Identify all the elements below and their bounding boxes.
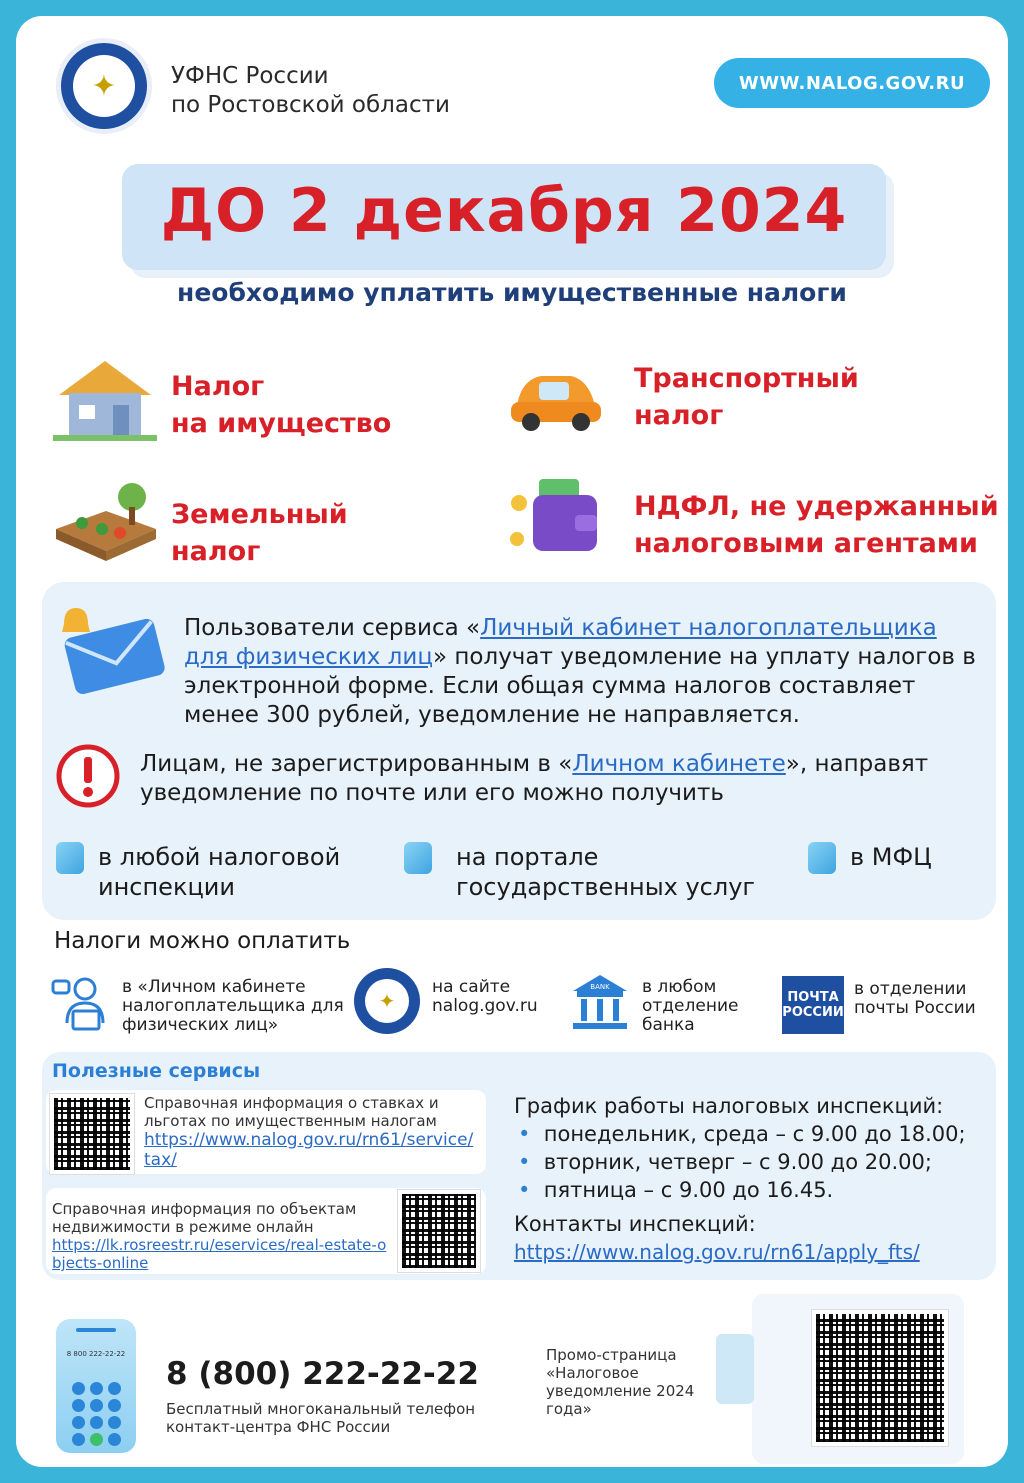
house-icon <box>50 352 160 442</box>
tax-transport-line2: налог <box>634 400 724 431</box>
service-2 <box>52 1200 388 1272</box>
notice-paragraph-1 <box>184 614 984 730</box>
schedule <box>514 1092 984 1266</box>
bullet-square-icon <box>56 842 84 874</box>
bank-icon <box>568 972 632 1032</box>
payment-bank: в любом отделение банка <box>642 977 739 1035</box>
qr-code-promo[interactable] <box>812 1310 948 1446</box>
option-mfc: в МФЦ <box>850 843 932 871</box>
bullet-square-icon <box>808 842 836 874</box>
phone-small-icon <box>716 1334 754 1404</box>
notice-p1-end: » получат уведомление на уплату налогов в электронной форме. Если общая сумма налогов составляет менее 300 рублей, уведомление не направляется. <box>184 644 976 728</box>
personal-account-short-link[interactable]: Личном кабинете <box>572 751 786 777</box>
bullet-square-icon <box>404 842 432 874</box>
envelope-bell-icon <box>54 604 170 696</box>
tax-ndfl-line1: НДФЛ, не удержанный <box>634 491 999 522</box>
qr-code-rosreestr[interactable] <box>398 1190 480 1272</box>
useful-services-heading: Полезные сервисы <box>52 1060 261 1082</box>
schedule-item: • понедельник, среда – с 9.00 до 18.00; <box>518 1122 966 1146</box>
organization-name <box>171 62 450 120</box>
schedule-fri: пятница – с 9.00 до 16.45. <box>543 1178 834 1202</box>
tax-property-line2: на имущество <box>171 408 392 439</box>
schedule-mon-wed: понедельник, среда – с 9.00 до 18.00; <box>543 1122 966 1146</box>
service-2-link[interactable]: https://lk.rosreestr.ru/eservices/real-estate-objects-online <box>52 1236 387 1272</box>
option-gosuslugi: на портале государственных услуг <box>456 843 756 901</box>
service-1-link[interactable]: https://www.nalog.gov.ru/rn61/service/tax/ <box>144 1130 474 1170</box>
schedule-title: График работы налоговых инспекций: <box>514 1094 944 1118</box>
phone-keypad-icon <box>72 1382 124 1446</box>
org-line-2: по Ростовской области <box>171 92 450 118</box>
garden-plot-icon <box>50 474 160 564</box>
tax-ndfl-line2: налоговыми агентами <box>634 528 978 559</box>
option-tax-office: в любой налоговой инспекции <box>98 843 341 901</box>
service-1 <box>144 1094 476 1170</box>
car-icon <box>506 360 606 436</box>
fns-site-icon: ✦ <box>354 968 420 1034</box>
qr-code-tax-info[interactable] <box>50 1094 134 1174</box>
payment-personal-account: в «Личном кабинете налогоплательщика для физических лиц» <box>122 977 344 1035</box>
hotline-description: Бесплатный многоканальный телефон контакт-центра ФНС России <box>166 1400 476 1436</box>
website-link[interactable]: WWW.NALOG.GOV.RU <box>714 58 990 108</box>
schedule-tue-thu: вторник, четверг – с 9.00 до 20.00; <box>543 1150 932 1174</box>
tax-property-line1: Налог <box>171 371 265 402</box>
phone-speaker-icon <box>76 1328 116 1332</box>
promo-caption: Промо-страница «Налоговое уведомление 2024 года» <box>546 1346 695 1418</box>
payment-post: в отделении почты России <box>854 979 976 1018</box>
tax-land <box>171 496 348 570</box>
notice-p2-end: », направят уведомление по почте или его можно получить <box>140 751 929 806</box>
bank-sign-text: BANK <box>590 983 610 991</box>
schedule-item: • пятница – с 9.00 до 16.45. <box>518 1178 834 1202</box>
service-2-text: Справочная информация по объектам недвижимости в режиме онлайн <box>52 1200 357 1236</box>
notice-paragraph-2 <box>140 750 980 808</box>
warning-icon <box>54 742 122 810</box>
notice-p2-start: Лицам, не зарегистрированным в « <box>140 751 573 777</box>
service-1-text: Справочная информация о ставках и льготах по имущественным налогам <box>144 1094 439 1130</box>
deadline-title: ДО 2 декабря 2024 <box>160 176 848 246</box>
payment-heading: Налоги можно оплатить <box>54 928 351 954</box>
hotline-number[interactable]: 8 (800) 222-22-22 <box>166 1356 479 1392</box>
tax-transport-line1: Транспортный <box>634 363 859 394</box>
payment-website: на сайте nalog.gov.ru <box>432 977 538 1016</box>
contacts-link[interactable]: https://www.nalog.gov.ru/rn61/apply_fts/ <box>514 1240 920 1264</box>
user-laptop-icon <box>50 970 116 1036</box>
personal-account-link[interactable]: Личный кабинет налогоплательщика для физических лиц <box>184 615 937 670</box>
poster <box>16 16 1008 1467</box>
tax-land-line1: Земельный <box>171 499 348 530</box>
fns-emblem-icon: ✦ <box>56 38 152 134</box>
tax-land-line2: налог <box>171 536 261 567</box>
contacts-title: Контакты инспекций: <box>514 1212 756 1236</box>
org-line-1: УФНС России <box>171 63 329 89</box>
tax-transport <box>634 360 859 434</box>
phone-screen-number: 8 800 222-22-22 <box>66 1350 126 1358</box>
tax-property <box>171 368 391 442</box>
wallet-icon <box>502 472 608 562</box>
tax-ndfl <box>634 488 999 562</box>
subtitle: необходимо уплатить имущественные налоги <box>177 278 847 307</box>
schedule-item: • вторник, четверг – с 9.00 до 20.00; <box>518 1150 932 1174</box>
russian-post-logo: ПОЧТА РОССИИ <box>782 976 844 1034</box>
notice-p1-start: Пользователи сервиса « <box>184 615 481 641</box>
